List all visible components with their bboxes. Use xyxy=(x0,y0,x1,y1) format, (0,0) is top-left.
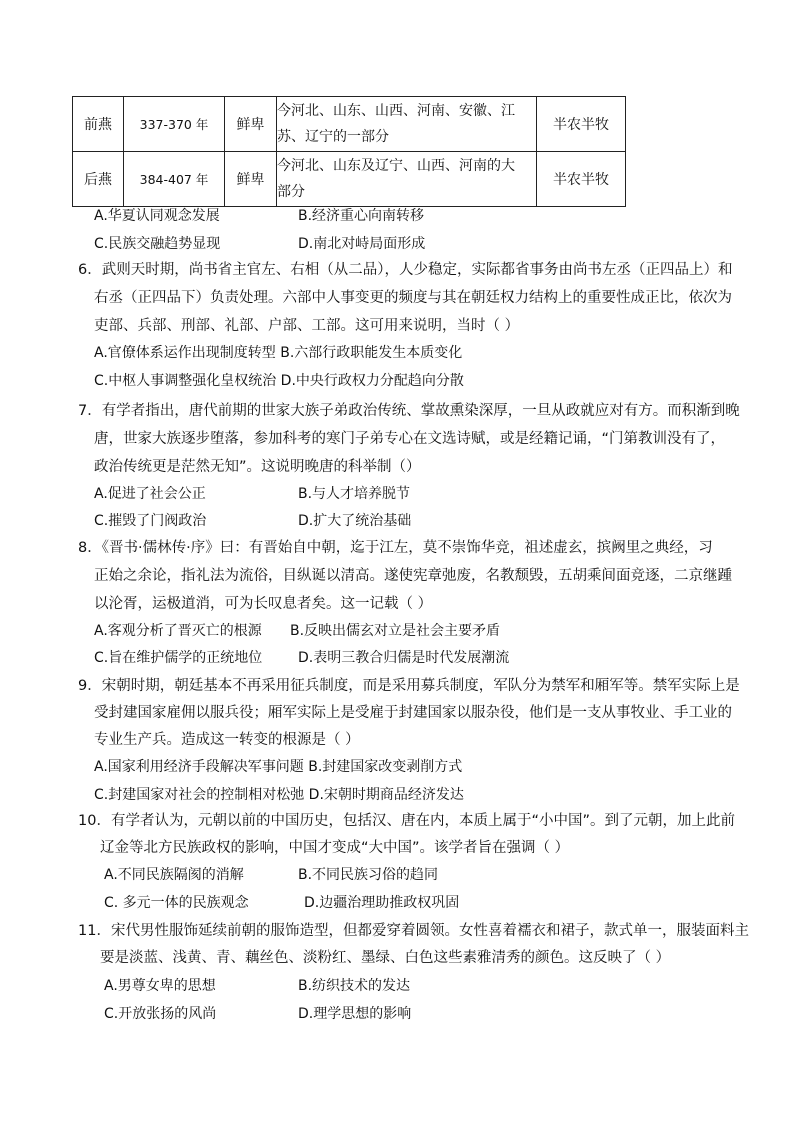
q8-option-a[interactable]: A.客观分析了晋灭亡的根源 xyxy=(94,623,262,639)
dynasty-table xyxy=(72,96,626,207)
q9-stem-line: 9．宋朝时期，朝廷基本不再采用征兵制度，而是采用募兵制度，军队分为禁军和厢军等。禁军实际上是 xyxy=(78,678,740,694)
q7-option-d[interactable]: D.扩大了统治基础 xyxy=(298,513,412,529)
table-cell-economy: 半农半牧 xyxy=(537,152,626,207)
table-cell-economy: 半农半牧 xyxy=(537,97,626,152)
q11-option-c[interactable]: C.开放张扬的风尚 xyxy=(104,1006,217,1022)
q10-stem-line: 辽金等北方民族政权的影响，中国才变成“大中国”。该学者旨在强调（ ） xyxy=(100,840,570,856)
q6-options-cd[interactable]: C.中枢人事调整强化皇权统治 D.中央行政权力分配趋向分散 xyxy=(94,373,464,389)
region-line: 今河北、山东、山西、河南、安徽、江 xyxy=(277,103,515,119)
q8-option-d[interactable]: D.表明三教合归儒是时代发展潮流 xyxy=(298,650,510,666)
q10-option-b[interactable]: B.不同民族习俗的趋同 xyxy=(298,867,439,883)
q7-option-a[interactable]: A.促进了社会公正 xyxy=(94,486,206,502)
q7-stem-line: 唐，世家大族逐步堕落，参加科考的寒门子弟专心在文选诗赋，或是经籍记诵，“门第教训没有了， xyxy=(94,431,726,447)
region-line: 苏、辽宁的一部分 xyxy=(277,129,389,145)
q9-options-cd[interactable]: C.封建国家对社会的控制相对松弛 D.宋朝时期商品经济发达 xyxy=(94,787,464,803)
q6-stem-line: 6．武则天时期，尚书省主官左、右相（从二品），人少稳定，实际都省事务由尚书左丞（正四品上）和 xyxy=(78,262,733,278)
q10-option-a[interactable]: A.不同民族隔阂的消解 xyxy=(104,867,244,883)
table-cell-ethnicity: 鲜卑 xyxy=(225,152,277,207)
table-row xyxy=(73,97,626,152)
q10-option-d[interactable]: D.边疆治理助推政权巩固 xyxy=(304,895,460,911)
q5-option-b[interactable]: B.经济重心向南转移 xyxy=(298,208,425,224)
q6-options-ab[interactable]: A.官僚体系运作出现制度转型 B.六部行政职能发生本质变化 xyxy=(94,345,463,361)
q6-stem-line: 吏部、兵部、刑部、礼部、户部、工部。这可用来说明，当时（ ） xyxy=(94,318,520,334)
q8-stem-line: 8．《晋书·儒林传·序》曰：有晋始自中朝，迄于江左，莫不崇饰华竞，祖述虚玄，摈阙里之典经，习 xyxy=(78,540,713,556)
q5-option-d[interactable]: D.南北对峙局面形成 xyxy=(298,236,426,252)
region-line: 部分 xyxy=(277,184,305,200)
q7-option-b[interactable]: B.与人才培养脱节 xyxy=(298,486,411,502)
q11-option-d[interactable]: D.理学思想的影响 xyxy=(298,1006,412,1022)
table-row xyxy=(73,152,626,207)
q7-stem-line: 7．有学者指出，唐代前期的世家大族子弟政治传统、掌故熏染深厚，一旦从政就应对有方。而积渐到晚 xyxy=(78,403,740,419)
q11-stem-line: 11．宋代男性服饰延续前朝的服饰造型，但都爱穿着圆领。女性喜着襦衣和裙子，款式单一，服装面料主 xyxy=(78,923,749,939)
q9-stem-line: 受封建国家雇佣以服兵役；厢军实际上是受雇于封建国家以服杂役，他们是一支从事牧业、手工业的 xyxy=(94,705,732,721)
table-cell-region xyxy=(277,97,537,152)
q10-stem-line: 10．有学者认为，元朝以前的中国历史，包括汉、唐在内，本质上属于“小中国”。到了元朝，加上此前 xyxy=(78,813,735,829)
q5-option-c[interactable]: C.民族交融趋势显现 xyxy=(94,236,221,252)
q8-option-c[interactable]: C.旨在维护儒学的正统地位 xyxy=(94,650,263,666)
q8-stem-line: 以沦胥，运极道消，可为长叹息者矣。这一记载（ ） xyxy=(94,596,433,612)
region-line: 今河北、山东及辽宁、山西、河南的大 xyxy=(277,158,515,174)
q11-stem-line: 要是淡蓝、浅黄、青、藕丝色、淡粉红、墨绿、白色这些素雅清秀的颜色。这反映了（ ） xyxy=(100,950,671,966)
table-cell-ethnicity: 鲜卑 xyxy=(225,97,277,152)
q6-stem-line: 右丞（正四品下）负责处理。六部中人事变更的频度与其在朝廷权力结构上的重要性成正比，依次为 xyxy=(94,290,732,306)
q7-option-c[interactable]: C.摧毁了门阀政治 xyxy=(94,513,207,529)
q11-option-b[interactable]: B.纺织技术的发达 xyxy=(298,978,411,994)
q9-stem-line: 专业生产兵。造成这一转变的根源是（ ） xyxy=(94,732,360,748)
q5-option-a[interactable]: A.华夏认同观念发展 xyxy=(94,208,220,224)
q7-stem-line: 政治传统更是茫然无知”。这说明晚唐的科举制（） xyxy=(94,459,421,475)
table-cell-name: 后燕 xyxy=(73,152,124,207)
q8-stem-line: 正始之余论，指礼法为流俗，目纵诞以清高。遂使宪章弛废，名教颓毁，五胡乘间面竞逐，二京继踵 xyxy=(94,568,732,584)
table-cell-region xyxy=(277,152,537,207)
table-cell-name: 前燕 xyxy=(73,97,124,152)
table-cell-years: 337-370 年 xyxy=(124,97,225,152)
q10-option-c[interactable]: C. 多元一体的民族观念 xyxy=(104,895,249,911)
q9-options-ab[interactable]: A.国家利用经济手段解决军事问题 B.封建国家改变剥削方式 xyxy=(94,759,463,775)
q11-option-a[interactable]: A.男尊女卑的思想 xyxy=(104,978,216,994)
q8-option-b[interactable]: B.反映出儒玄对立是社会主要矛盾 xyxy=(290,623,501,639)
table-cell-years: 384-407 年 xyxy=(124,152,225,207)
